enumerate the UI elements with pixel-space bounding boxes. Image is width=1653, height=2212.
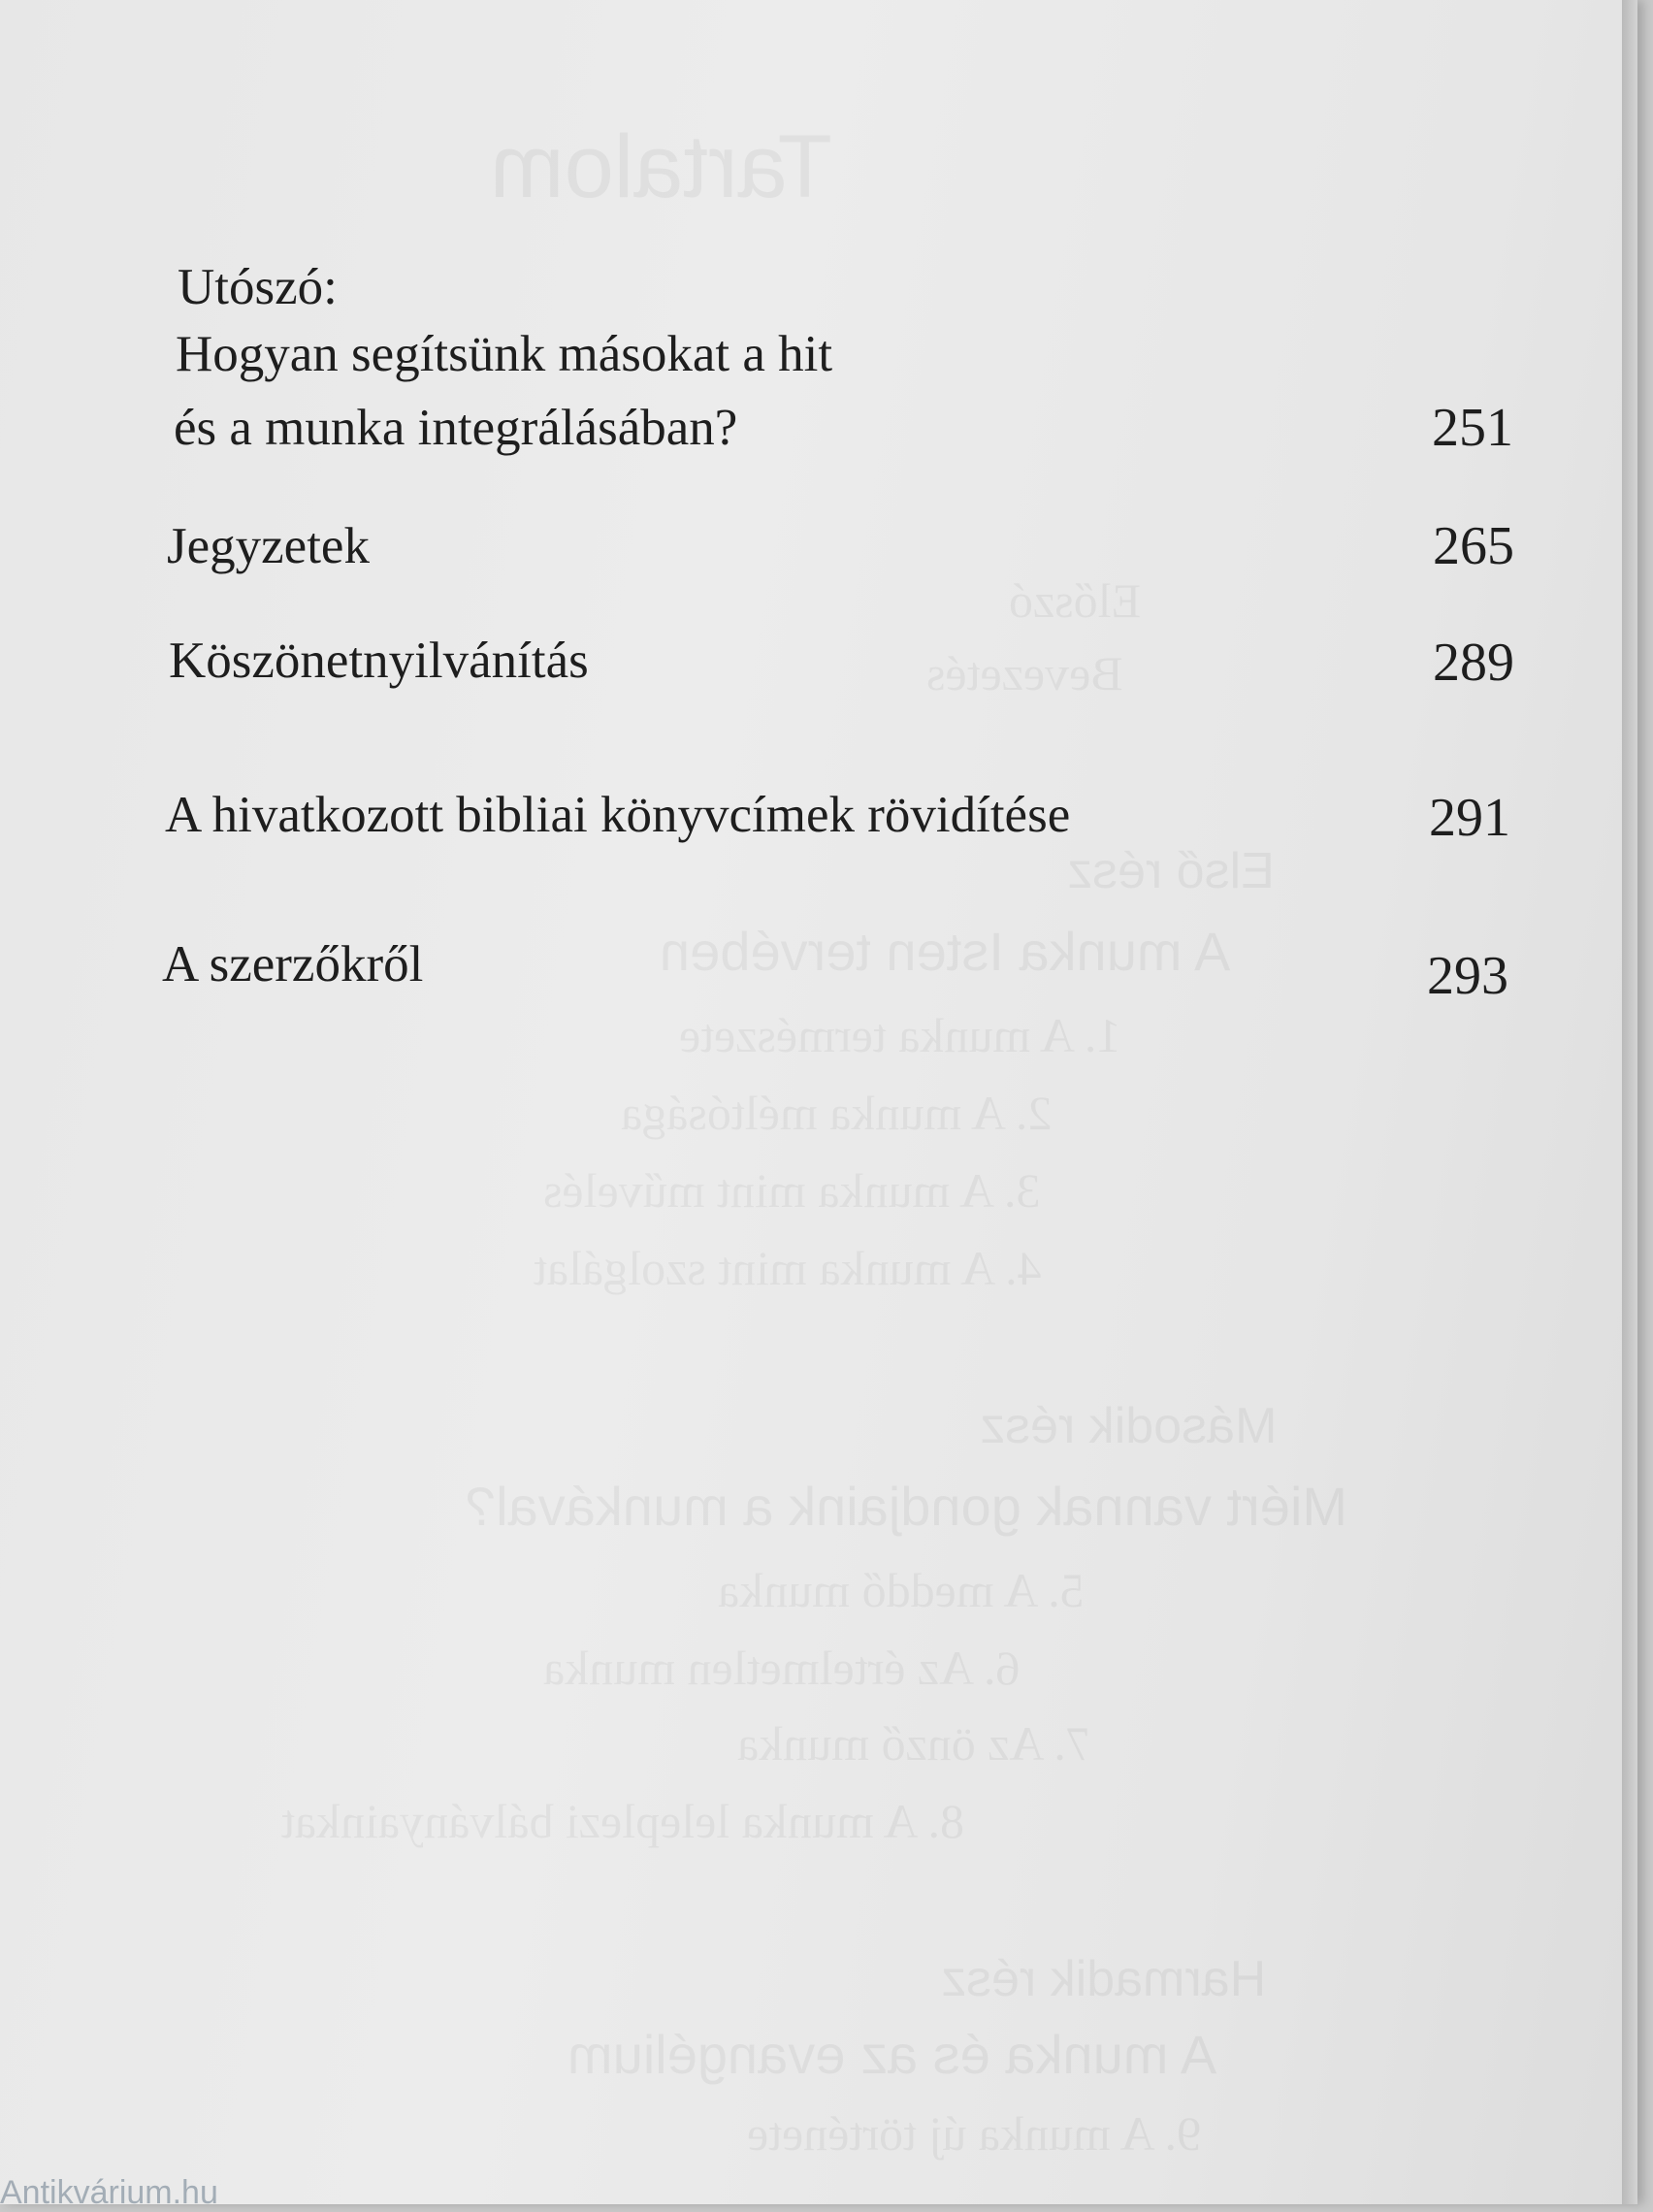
- book-page: Tartalom Előszó Bevezetés Első rész A munka Isten tervében 1. A munka természete 2. A munka méltósága 3. A munka mint művelés 4. A munka mint szolgálat Második rész Miért vannak gondjaink a munkával? 5. A meddő munka 6. Az értelmetlen munka 7. Az önző munka 8. A munka leleplezi bálványainkat Harmadik rész A munka és az evangélium 9. A munka új története Utószó: Hogyan segítsünk másokat a hit és a munka integrálásában? 251 Jegyzetek 265 Köszönetnyilvánítás 289 A hivatkozott bibliai könyvcímek rövidítése 291 A szerzőkről 293: [0, 0, 1637, 2204]
- toc-about-authors-page-number: 293: [1427, 946, 1508, 1006]
- toc-afterword-label-line3: és a munka integrálásában?: [174, 400, 738, 456]
- page-edge-shadow: [1622, 0, 1637, 2204]
- toc-bible-abbreviations-label: A hivatkozott bibliai könyvcímek rövidítése: [165, 787, 1071, 843]
- toc-about-authors-label: A szerzőkről: [162, 936, 424, 992]
- toc-afterword-label-line2: Hogyan segítsünk másokat a hit: [176, 326, 833, 382]
- toc-notes-label: Jegyzetek: [167, 518, 370, 574]
- toc-afterword-label-line1: Utószó:: [178, 259, 338, 315]
- toc-acknowledgements-page-number: 289: [1433, 633, 1514, 693]
- toc-notes-page-number: 265: [1433, 516, 1514, 576]
- watermark-text: Antikvárium.hu: [0, 2174, 218, 2211]
- toc-acknowledgements-label: Köszönetnyilvánítás: [169, 633, 589, 689]
- toc-bible-abbreviations-page-number: 291: [1429, 788, 1510, 848]
- toc-afterword-page-number: 251: [1432, 398, 1513, 458]
